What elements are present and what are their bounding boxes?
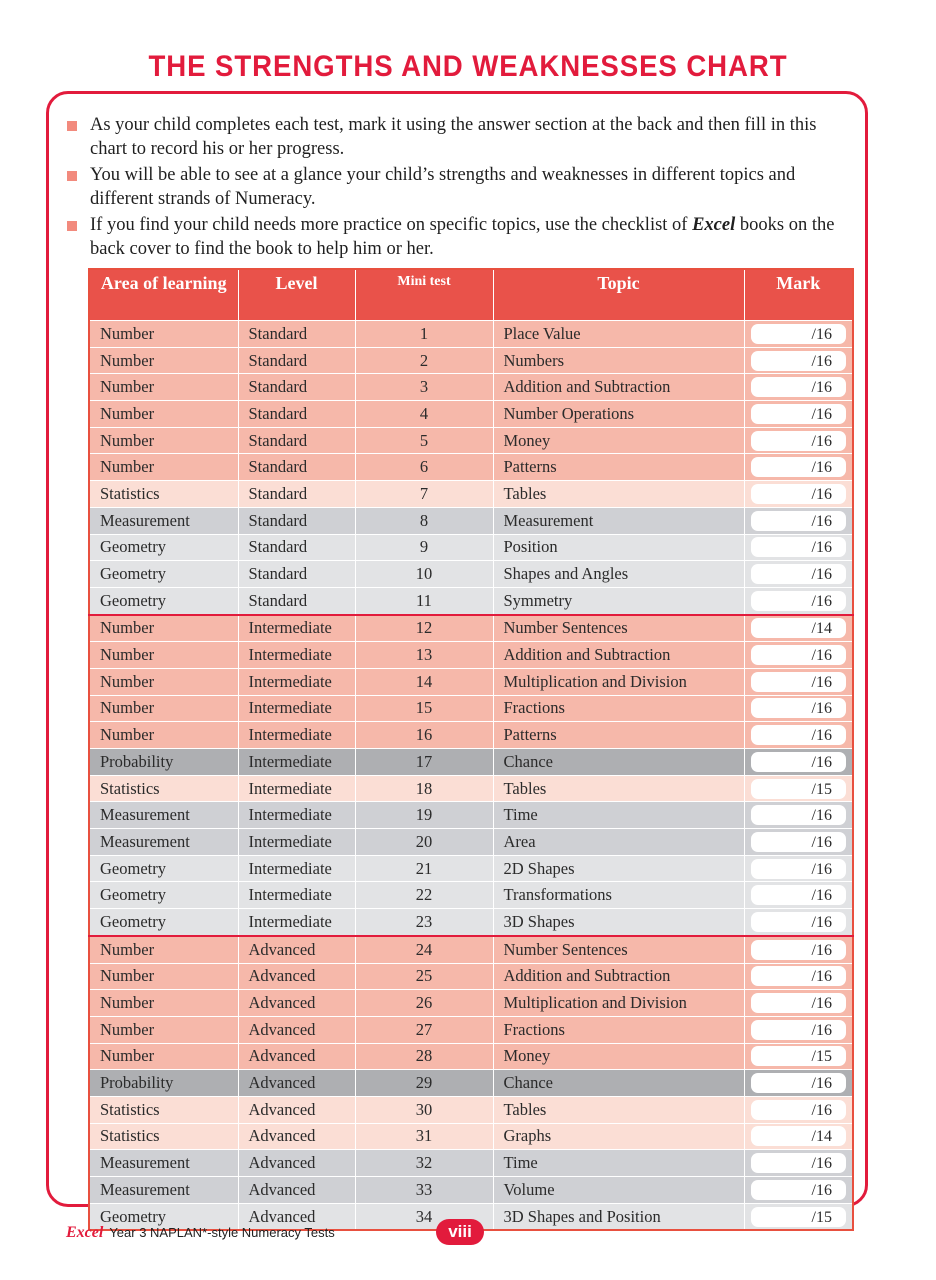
cell-mark — [744, 507, 853, 534]
cell-area: Number — [89, 427, 238, 454]
cell-mark — [744, 374, 853, 401]
column-header-mark: Mark — [744, 269, 853, 321]
mark-entry-box[interactable]: /16 — [751, 511, 847, 531]
cell-mini-test: 14 — [355, 668, 493, 695]
cell-topic: Multiplication and Division — [493, 990, 744, 1017]
cell-mini-test: 31 — [355, 1123, 493, 1150]
cell-level: Intermediate — [238, 775, 355, 802]
mark-entry-box[interactable]: /16 — [751, 885, 847, 905]
table-row — [89, 1123, 853, 1150]
cell-area: Number — [89, 374, 238, 401]
cell-area: Probability — [89, 749, 238, 776]
cell-level: Standard — [238, 321, 355, 348]
cell-mini-test: 28 — [355, 1043, 493, 1070]
cell-mark — [744, 775, 853, 802]
cell-mini-test: 10 — [355, 561, 493, 588]
cell-level: Standard — [238, 347, 355, 374]
cell-mark — [744, 829, 853, 856]
cell-topic: Chance — [493, 749, 744, 776]
instructions — [64, 113, 854, 263]
cell-topic: Volume — [493, 1177, 744, 1204]
cell-mini-test: 21 — [355, 855, 493, 882]
cell-mark — [744, 1150, 853, 1177]
mark-entry-box[interactable]: /16 — [751, 940, 847, 960]
mark-entry-box[interactable]: /16 — [751, 672, 847, 692]
cell-level: Standard — [238, 454, 355, 481]
table-row — [89, 695, 853, 722]
cell-level: Intermediate — [238, 855, 355, 882]
cell-topic: Transformations — [493, 882, 744, 909]
cell-mark — [744, 882, 853, 909]
cell-topic: Money — [493, 427, 744, 454]
cell-area: Number — [89, 963, 238, 990]
cell-mini-test: 4 — [355, 401, 493, 428]
cell-area: Number — [89, 722, 238, 749]
mark-entry-box[interactable]: /15 — [751, 779, 847, 799]
cell-area: Statistics — [89, 1123, 238, 1150]
cell-level: Standard — [238, 374, 355, 401]
table-row — [89, 990, 853, 1017]
instruction-text-pre: If you find your child needs more practice on specific topics, use the checklist of — [90, 215, 693, 235]
cell-mark — [744, 561, 853, 588]
cell-area: Geometry — [89, 909, 238, 936]
cell-topic: Position — [493, 534, 744, 561]
page-number: viii — [436, 1219, 484, 1245]
table-row — [89, 749, 853, 776]
cell-topic: Tables — [493, 775, 744, 802]
cell-topic: Addition and Subtraction — [493, 374, 744, 401]
mark-entry-box[interactable]: /14 — [751, 1126, 847, 1146]
table-row — [89, 374, 853, 401]
mark-entry-box[interactable]: /16 — [751, 1073, 847, 1093]
mark-entry-box[interactable]: /16 — [751, 993, 847, 1013]
cell-area: Measurement — [89, 507, 238, 534]
cell-level: Advanced — [238, 1070, 355, 1097]
strengths-weaknesses-table — [88, 268, 854, 1231]
cell-topic: Patterns — [493, 454, 744, 481]
table-row — [89, 454, 853, 481]
cell-mark — [744, 668, 853, 695]
mark-entry-box[interactable]: /16 — [751, 752, 847, 772]
cell-level: Intermediate — [238, 722, 355, 749]
table-row — [89, 1177, 853, 1204]
cell-level: Advanced — [238, 1203, 355, 1230]
mark-entry-box[interactable]: /16 — [751, 351, 847, 371]
cell-topic: 3D Shapes and Position — [493, 1203, 744, 1230]
table-row — [89, 1043, 853, 1070]
cell-topic: Chance — [493, 1070, 744, 1097]
cell-topic: Tables — [493, 1096, 744, 1123]
excel-brand-inline: Excel — [692, 215, 736, 235]
cell-topic: 2D Shapes — [493, 855, 744, 882]
footer-book-title: Year 3 NAPLAN*-style Numeracy Tests — [109, 1225, 335, 1240]
cell-mini-test: 12 — [355, 615, 493, 642]
table-row — [89, 615, 853, 642]
cell-topic: Multiplication and Division — [493, 668, 744, 695]
cell-mark — [744, 990, 853, 1017]
column-header-mini-test: Mini test — [355, 269, 493, 321]
cell-level: Advanced — [238, 963, 355, 990]
cell-mini-test: 13 — [355, 642, 493, 669]
table-row — [89, 1096, 853, 1123]
mark-entry-box[interactable]: /16 — [751, 1100, 847, 1120]
cell-mark — [744, 481, 853, 508]
cell-mark — [744, 695, 853, 722]
cell-level: Standard — [238, 587, 355, 614]
table-row — [89, 534, 853, 561]
cell-mini-test: 25 — [355, 963, 493, 990]
mark-entry-box[interactable]: /15 — [751, 1046, 847, 1066]
table-row — [89, 587, 853, 614]
cell-mark — [744, 749, 853, 776]
table-row — [89, 561, 853, 588]
cell-mark — [744, 1203, 853, 1230]
cell-level: Intermediate — [238, 695, 355, 722]
cell-level: Advanced — [238, 936, 355, 963]
table-row — [89, 427, 853, 454]
table-row — [89, 775, 853, 802]
cell-level: Advanced — [238, 1096, 355, 1123]
cell-level: Intermediate — [238, 909, 355, 936]
cell-mark — [744, 454, 853, 481]
table-row — [89, 936, 853, 963]
cell-level: Intermediate — [238, 642, 355, 669]
table-row — [89, 829, 853, 856]
cell-area: Measurement — [89, 829, 238, 856]
cell-topic: Symmetry — [493, 587, 744, 614]
cell-mark — [744, 347, 853, 374]
mark-entry-box[interactable]: /16 — [751, 698, 847, 718]
cell-level: Advanced — [238, 1043, 355, 1070]
instruction-item — [64, 213, 854, 261]
page-title: THE STRENGTHS AND WEAKNESSES CHART — [148, 50, 788, 83]
mark-entry-box[interactable]: /16 — [751, 564, 847, 584]
cell-mark — [744, 642, 853, 669]
cell-mark — [744, 722, 853, 749]
cell-area: Measurement — [89, 1150, 238, 1177]
cell-topic: Numbers — [493, 347, 744, 374]
table-row — [89, 507, 853, 534]
square-bullet-icon — [67, 221, 77, 231]
mark-entry-box[interactable]: /16 — [751, 1180, 847, 1200]
cell-mini-test: 16 — [355, 722, 493, 749]
cell-area: Geometry — [89, 882, 238, 909]
cell-topic: Shapes and Angles — [493, 561, 744, 588]
cell-level: Intermediate — [238, 615, 355, 642]
cell-area: Number — [89, 1016, 238, 1043]
cell-mark — [744, 963, 853, 990]
cell-mini-test: 19 — [355, 802, 493, 829]
cell-mark — [744, 401, 853, 428]
cell-mini-test: 22 — [355, 882, 493, 909]
cell-mini-test: 27 — [355, 1016, 493, 1043]
cell-area: Statistics — [89, 775, 238, 802]
table-row — [89, 642, 853, 669]
cell-area: Number — [89, 936, 238, 963]
cell-area: Number — [89, 454, 238, 481]
mark-entry-box[interactable]: /16 — [751, 645, 847, 665]
cell-topic: Patterns — [493, 722, 744, 749]
table-row — [89, 321, 853, 348]
cell-area: Geometry — [89, 534, 238, 561]
cell-mini-test: 9 — [355, 534, 493, 561]
cell-topic: Area — [493, 829, 744, 856]
cell-area: Measurement — [89, 1177, 238, 1204]
cell-topic: Fractions — [493, 1016, 744, 1043]
cell-mini-test: 18 — [355, 775, 493, 802]
cell-level: Standard — [238, 534, 355, 561]
cell-mark — [744, 1177, 853, 1204]
cell-level: Advanced — [238, 1177, 355, 1204]
cell-mark — [744, 1123, 853, 1150]
table-row — [89, 1016, 853, 1043]
cell-mark — [744, 427, 853, 454]
mark-entry-box[interactable]: /16 — [751, 457, 847, 477]
cell-mini-test: 24 — [355, 936, 493, 963]
cell-mark — [744, 1096, 853, 1123]
cell-topic: Measurement — [493, 507, 744, 534]
cell-level: Advanced — [238, 1016, 355, 1043]
mark-entry-box[interactable]: /16 — [751, 431, 847, 451]
mark-entry-box[interactable]: /16 — [751, 1020, 847, 1040]
table-row — [89, 401, 853, 428]
instruction-text: You will be able to see at a glance your child’s strengths and weaknesses in different topics and different strands of Numeracy. — [90, 165, 796, 209]
cell-topic: Time — [493, 1150, 744, 1177]
mark-entry-box[interactable]: /16 — [751, 1153, 847, 1173]
cell-mark — [744, 909, 853, 936]
mark-entry-box[interactable]: /16 — [751, 966, 847, 986]
cell-mini-test: 23 — [355, 909, 493, 936]
table-row — [89, 481, 853, 508]
cell-area: Number — [89, 990, 238, 1017]
mark-entry-box[interactable]: /16 — [751, 324, 847, 344]
table-row — [89, 1150, 853, 1177]
table-body — [89, 321, 853, 1231]
mark-entry-box[interactable]: /14 — [751, 618, 847, 638]
table-row — [89, 963, 853, 990]
cell-level: Standard — [238, 507, 355, 534]
cell-area: Geometry — [89, 855, 238, 882]
cell-level: Standard — [238, 401, 355, 428]
cell-level: Intermediate — [238, 882, 355, 909]
table-row — [89, 909, 853, 936]
cell-area: Geometry — [89, 587, 238, 614]
cell-level: Intermediate — [238, 829, 355, 856]
cell-mini-test: 34 — [355, 1203, 493, 1230]
mark-entry-box[interactable]: /16 — [751, 537, 847, 557]
cell-area: Number — [89, 668, 238, 695]
cell-mini-test: 5 — [355, 427, 493, 454]
cell-mark — [744, 1016, 853, 1043]
mark-entry-box[interactable]: /16 — [751, 805, 847, 825]
cell-area: Measurement — [89, 802, 238, 829]
cell-mini-test: 20 — [355, 829, 493, 856]
cell-mini-test: 11 — [355, 587, 493, 614]
cell-mark — [744, 615, 853, 642]
table-row — [89, 882, 853, 909]
cell-area: Number — [89, 347, 238, 374]
cell-area: Number — [89, 1043, 238, 1070]
cell-level: Advanced — [238, 1150, 355, 1177]
cell-area: Geometry — [89, 561, 238, 588]
cell-level: Standard — [238, 561, 355, 588]
cell-level: Standard — [238, 481, 355, 508]
column-header-level: Level — [238, 269, 355, 321]
mark-entry-box[interactable]: /16 — [751, 404, 847, 424]
cell-topic: Number Operations — [493, 401, 744, 428]
cell-topic: 3D Shapes — [493, 909, 744, 936]
mark-entry-box[interactable]: /16 — [751, 377, 847, 397]
cell-area: Statistics — [89, 481, 238, 508]
instruction-item — [64, 113, 854, 161]
cell-area: Number — [89, 615, 238, 642]
cell-topic: Addition and Subtraction — [493, 642, 744, 669]
table-row — [89, 722, 853, 749]
mark-entry-box[interactable]: /16 — [751, 859, 847, 879]
instruction-text-post: books on the back cover to find the book to help him or her. — [90, 215, 835, 259]
cell-topic: Fractions — [493, 695, 744, 722]
cell-mini-test: 17 — [355, 749, 493, 776]
cell-area: Number — [89, 642, 238, 669]
cell-area: Number — [89, 321, 238, 348]
instruction-item — [64, 163, 854, 211]
cell-topic: Addition and Subtraction — [493, 963, 744, 990]
cell-topic: Tables — [493, 481, 744, 508]
mark-entry-box[interactable]: /16 — [751, 832, 847, 852]
cell-mark — [744, 802, 853, 829]
table-row — [89, 347, 853, 374]
cell-topic: Graphs — [493, 1123, 744, 1150]
cell-topic: Money — [493, 1043, 744, 1070]
cell-mark — [744, 936, 853, 963]
cell-mini-test: 1 — [355, 321, 493, 348]
cell-area: Number — [89, 401, 238, 428]
instruction-text: As your child completes each test, mark it using the answer section at the back and then fill in this chart to record his or her progress. — [90, 115, 817, 159]
cell-topic: Number Sentences — [493, 615, 744, 642]
mark-entry-box[interactable]: /16 — [751, 484, 847, 504]
cell-topic: Place Value — [493, 321, 744, 348]
cell-mark — [744, 1043, 853, 1070]
cell-topic: Number Sentences — [493, 936, 744, 963]
cell-level: Intermediate — [238, 668, 355, 695]
footer-brand-logo: Excel — [66, 1224, 104, 1241]
cell-mini-test: 33 — [355, 1177, 493, 1204]
cell-mini-test: 7 — [355, 481, 493, 508]
mark-entry-box[interactable]: /15 — [751, 1207, 847, 1227]
cell-area: Number — [89, 695, 238, 722]
cell-mark — [744, 855, 853, 882]
column-header-topic: Topic — [493, 269, 744, 321]
cell-mini-test: 8 — [355, 507, 493, 534]
table-header-row — [89, 269, 853, 321]
cell-mark — [744, 587, 853, 614]
cell-mark — [744, 1070, 853, 1097]
cell-level: Standard — [238, 427, 355, 454]
cell-mini-test: 32 — [355, 1150, 493, 1177]
cell-topic: Time — [493, 802, 744, 829]
mark-entry-box[interactable]: /16 — [751, 725, 847, 745]
cell-level: Advanced — [238, 1123, 355, 1150]
column-header-area: Area of learning — [89, 269, 238, 321]
cell-mark — [744, 534, 853, 561]
cell-mini-test: 15 — [355, 695, 493, 722]
cell-mini-test: 26 — [355, 990, 493, 1017]
table-row — [89, 802, 853, 829]
table-row — [89, 855, 853, 882]
cell-level: Advanced — [238, 990, 355, 1017]
table-row — [89, 1070, 853, 1097]
cell-mini-test: 6 — [355, 454, 493, 481]
cell-area: Probability — [89, 1070, 238, 1097]
cell-area: Geometry — [89, 1203, 238, 1230]
footer — [66, 1224, 335, 1242]
cell-mini-test: 2 — [355, 347, 493, 374]
cell-area: Statistics — [89, 1096, 238, 1123]
cell-level: Intermediate — [238, 749, 355, 776]
cell-level: Intermediate — [238, 802, 355, 829]
table-row — [89, 668, 853, 695]
cell-mark — [744, 321, 853, 348]
square-bullet-icon — [67, 121, 77, 131]
cell-mini-test: 29 — [355, 1070, 493, 1097]
cell-mini-test: 3 — [355, 374, 493, 401]
square-bullet-icon — [67, 171, 77, 181]
mark-entry-box[interactable]: /16 — [751, 912, 847, 932]
cell-mini-test: 30 — [355, 1096, 493, 1123]
mark-entry-box[interactable]: /16 — [751, 591, 847, 611]
